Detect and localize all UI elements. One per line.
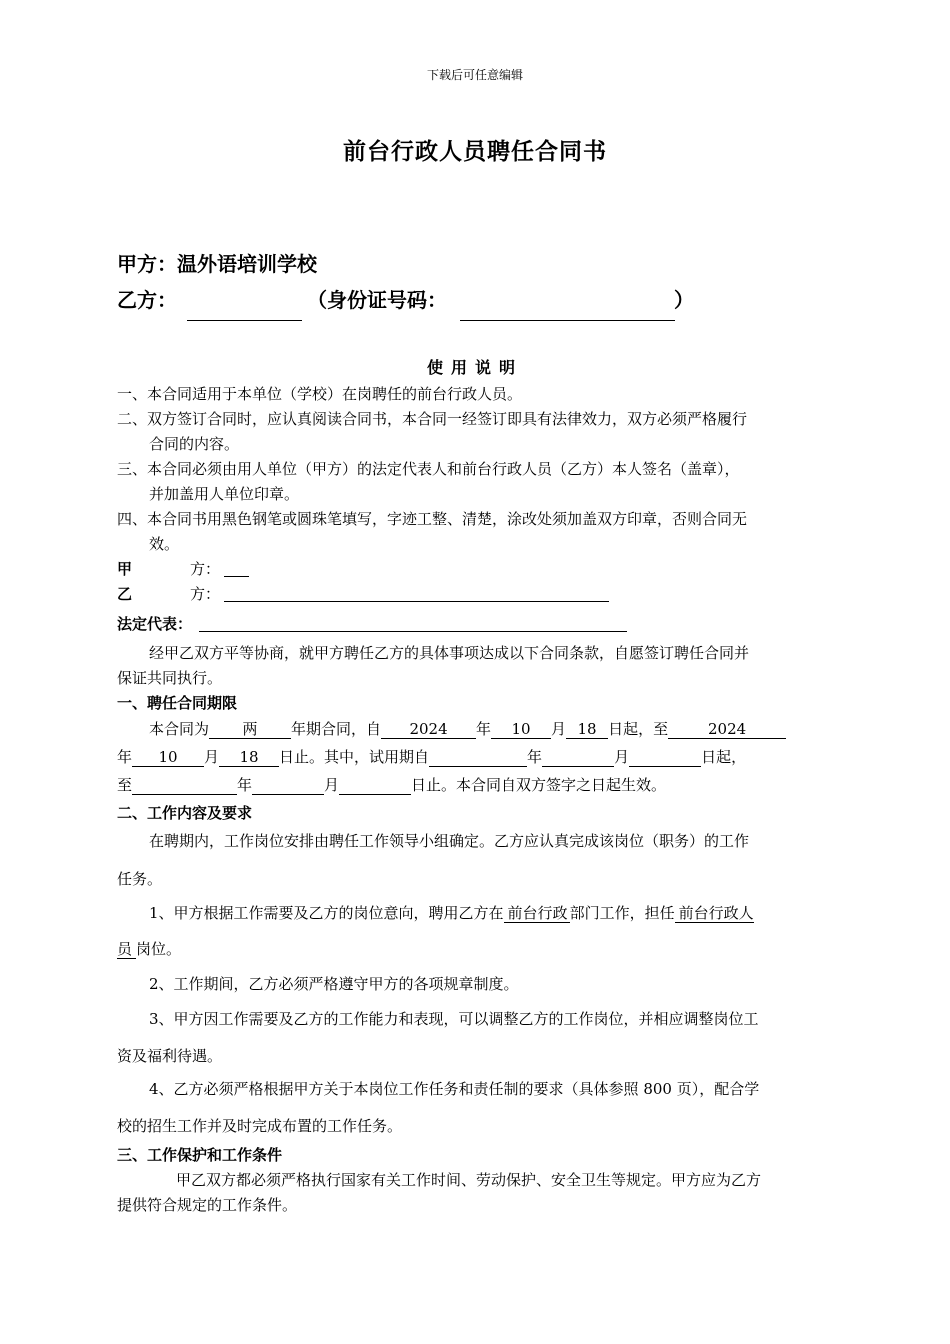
year-unit: 年 <box>117 748 133 766</box>
sign-a-blank[interactable] <box>224 576 249 577</box>
page-title: 前台行政人员聘任合同书 <box>343 138 607 165</box>
usage-item-4-cont: 效。 <box>149 535 180 553</box>
end-day-field[interactable]: 18 <box>219 749 279 767</box>
party-a-line: 甲方：温外语培训学校 <box>117 252 317 276</box>
start-month-field[interactable]: 10 <box>491 721 551 739</box>
s2-p5-line1: 4、乙方必须严格根据甲方关于本岗位工作任务和责任制的要求（具体参照 800 页），配合学 <box>149 1080 760 1098</box>
party-b-label: 乙方： <box>117 288 177 312</box>
s2-p1-line2: 任务。 <box>117 870 163 888</box>
usage-title: 使用说明 <box>426 358 523 377</box>
end-year-field[interactable]: 2024 <box>668 721 786 739</box>
term-text: 日止。本合同自双方签字之日起生效。 <box>411 776 667 794</box>
year-unit: 年 <box>237 776 253 794</box>
s2-p2-text: 1、甲方根据工作需要及乙方的岗位意向，聘用乙方在 <box>149 904 504 922</box>
probation-end-year-field[interactable] <box>132 777 237 795</box>
s2-p2-line2 <box>117 938 181 959</box>
term-text: 日止。其中，试用期自 <box>279 748 430 766</box>
term-line-3 <box>117 774 666 795</box>
probation-end-month-field[interactable] <box>252 777 324 795</box>
term-years-field[interactable]: 两 <box>209 721 291 739</box>
intro-line-1: 经甲乙双方平等协商，就甲方聘任乙方的具体事项达成以下合同条款，自愿签订聘任合同并 <box>149 644 750 662</box>
party-b-id-close: ） <box>674 288 694 312</box>
year-unit: 年 <box>476 720 492 738</box>
legal-rep-blank[interactable] <box>199 631 627 632</box>
sign-b-label: 乙 <box>117 585 133 603</box>
term-line-2 <box>117 746 746 767</box>
position-field[interactable]: 前台行政人 <box>675 905 754 923</box>
term-text: 日起， <box>701 748 747 766</box>
probation-start-month-field[interactable] <box>542 749 614 767</box>
term-text: 本合同为 <box>149 720 210 738</box>
end-month-field[interactable]: 10 <box>132 749 204 767</box>
s3-p1-line1: 甲乙双方都必须严格执行国家有关工作时间、劳动保护、安全卫生等规定。甲方应为乙方 <box>176 1171 762 1189</box>
s2-p1-line1: 在聘期内，工作岗位安排由聘任工作领导小组确定。乙方应认真完成该岗位（职务）的工作 <box>149 832 750 850</box>
sign-a-label: 甲 <box>117 560 133 578</box>
s2-p4-line1: 3、甲方因工作需要及乙方的工作能力和表现，可以调整乙方的工作岗位，并相应调整岗位工 <box>149 1010 759 1028</box>
s2-p2-text: 部门工作，担任 <box>569 904 675 922</box>
position-field-cont[interactable]: 员 <box>117 941 136 959</box>
section1-heading: 一、聘任合同期限 <box>117 694 238 712</box>
year-unit: 年 <box>527 748 543 766</box>
month-unit: 月 <box>551 720 567 738</box>
sign-a-colon: 方： <box>190 560 221 578</box>
header-note: 下载后可任意编辑 <box>426 68 523 82</box>
start-year-field[interactable]: 2024 <box>381 721 476 739</box>
legal-rep-label: 法定代表： <box>117 615 193 633</box>
usage-item-3: 三、本合同必须由用人单位（甲方）的法定代表人和前台行政人员（乙方）本人签名（盖章）， <box>117 460 740 478</box>
s3-p1-line2: 提供符合规定的工作条件。 <box>117 1196 298 1214</box>
section2-heading: 二、工作内容及要求 <box>117 804 253 822</box>
sign-b-colon: 方： <box>190 585 221 603</box>
probation-start-year-field[interactable] <box>429 749 527 767</box>
sign-b-blank[interactable] <box>224 601 609 602</box>
term-line-1 <box>149 718 786 739</box>
start-day-field[interactable]: 18 <box>566 721 608 739</box>
usage-item-2-cont: 合同的内容。 <box>149 435 240 453</box>
party-b-name-blank[interactable] <box>187 320 302 321</box>
party-b-id-label: （身份证号码： <box>307 288 447 312</box>
department-field[interactable]: 前台行政 <box>504 905 570 923</box>
usage-item-3-cont: 并加盖用人单位印章。 <box>149 485 300 503</box>
month-unit: 月 <box>614 748 630 766</box>
term-text: 日起，至 <box>608 720 669 738</box>
s2-p2-line1 <box>149 902 754 923</box>
usage-item-1: 一、本合同适用于本单位（学校）在岗聘任的前台行政人员。 <box>117 385 523 403</box>
s2-p4-line2: 资及福利待遇。 <box>117 1047 223 1065</box>
party-b-id-blank[interactable] <box>460 320 675 321</box>
s2-p2-text: 岗位。 <box>136 940 182 958</box>
s2-p5-line2: 校的招生工作并及时完成布置的工作任务。 <box>117 1117 403 1135</box>
month-unit: 月 <box>204 748 220 766</box>
term-text: 至 <box>117 776 133 794</box>
s2-p3: 2、工作期间，乙方必须严格遵守甲方的各项规章制度。 <box>149 975 519 993</box>
probation-start-day-field[interactable] <box>629 749 701 767</box>
month-unit: 月 <box>324 776 340 794</box>
section3-heading: 三、工作保护和工作条件 <box>117 1146 283 1164</box>
usage-item-4: 四、本合同书用黑色钢笔或圆珠笔填写，字迹工整、清楚，涂改处须加盖双方印章，否则合同无 <box>117 510 748 528</box>
term-text: 年期合同，自 <box>291 720 382 738</box>
probation-end-day-field[interactable] <box>339 777 411 795</box>
intro-line-2: 保证共同执行。 <box>117 669 223 687</box>
usage-item-2: 二、双方签订合同时，应认真阅读合同书，本合同一经签订即具有法律效力，双方必须严格履行 <box>117 410 748 428</box>
